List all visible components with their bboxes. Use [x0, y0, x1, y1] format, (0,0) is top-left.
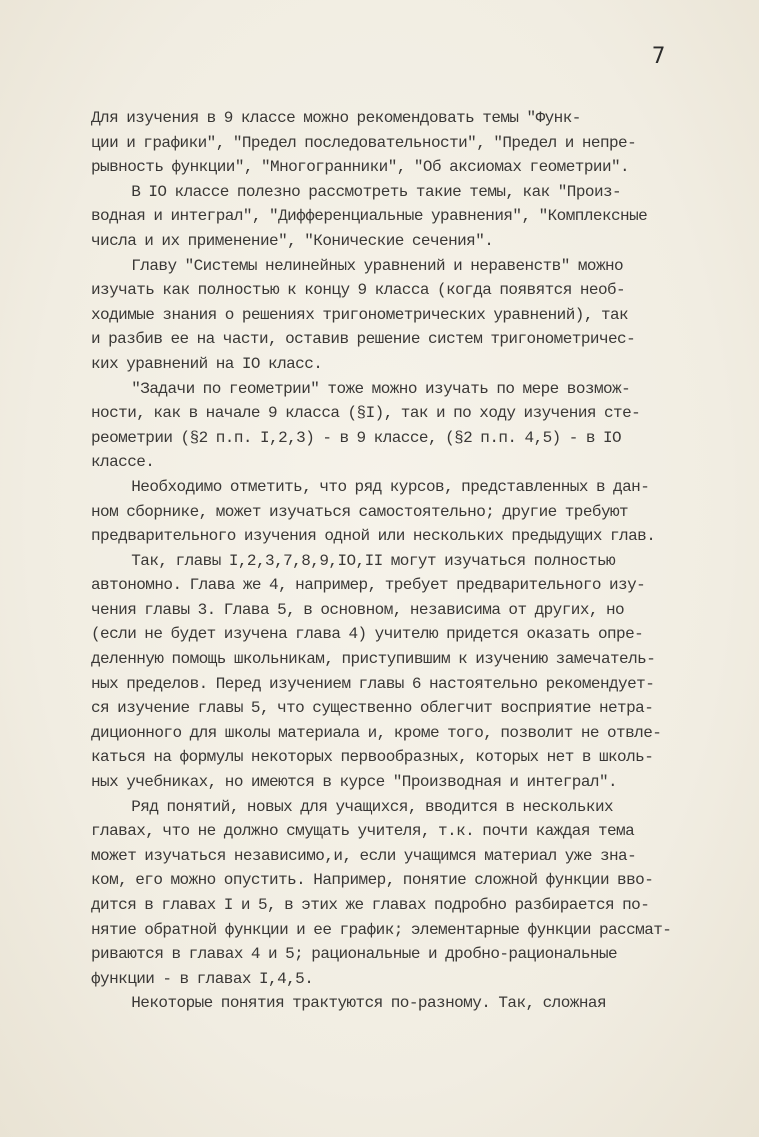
text-line: ких уравнений на IO класс.: [91, 354, 323, 373]
text-line: Ряд понятий, новых для учащихся, вводится в нескольких: [91, 797, 614, 816]
text-line: Для изучения в 9 классе можно рекомендовать темы "Функ-: [91, 109, 581, 127]
text-line: ции и графики", "Предел последовательности", "Предел и непре-: [91, 133, 637, 152]
text-line: водная и интеграл", "Дифференциальные уравнения", "Комплексные: [91, 207, 648, 226]
body-text: [91, 106, 691, 1016]
text-line: числа и их применение", "Конические сечения".: [91, 231, 494, 250]
text-line: деленную помощь школьникам, приступившим к изучению замечатель-: [91, 650, 656, 669]
text-line: Необходимо отметить, что ряд курсов, представленных в дан-: [91, 477, 650, 496]
text-line: ных пределов. Перед изучением главы 6 настоятельно рекомендует-: [91, 674, 655, 693]
page-number: 7: [652, 44, 666, 69]
text-line: (если не будет изучена глава 4) учителю придется оказать опре-: [91, 625, 644, 644]
text-line: реометрии (§2 п.п. I,2,3) - в 9 классе, (§2 п.п. 4,5) - в IO: [91, 428, 622, 447]
text-line: нятие обратной функции и ее график; элементарные функции рассмат-: [91, 920, 672, 939]
text-line: Главу "Системы нелинейных уравнений и неравенств" можно: [91, 256, 624, 275]
text-line: диционного для школы материала и, кроме того, позволит не отвле-: [91, 723, 662, 742]
text-line: ся изучение главы 5, что существенно облегчит восприятие нетра-: [91, 699, 654, 718]
text-line: рывность функции", "Многогранники", "Об аксиомах геометрии".: [91, 158, 630, 177]
text-line: может изучаться независимо,и, если учащимся материал уже зна-: [91, 846, 637, 865]
text-line: ном сборнике, может изучаться самостоятельно; другие требуют: [91, 502, 629, 521]
text-line: риваются в главах 4 и 5; рациональные и дробно-рациональные: [91, 945, 618, 964]
text-line: предварительного изучения одной или нескольких предыдущих глав.: [91, 527, 656, 546]
text-line: дится в главах I и 5, в этих же главах подробно разбирается по-: [91, 896, 650, 914]
text-line: "Задачи по геометрии" тоже можно изучать по мере возмож-: [91, 379, 631, 398]
text-line: классе.: [91, 453, 155, 472]
text-line: главах, что не должно смущать учителя, т.к. почти каждая тема: [91, 822, 635, 841]
text-line: изучать как полностью к концу 9 класса (когда появятся необ-: [91, 281, 626, 300]
text-line: функции - в главах I,4,5.: [91, 969, 314, 988]
text-line: В IO классе полезно рассмотреть такие темы, как "Произ-: [91, 182, 622, 201]
text-line: Некоторые понятия трактуются по-разному. Так, сложная: [91, 994, 606, 1013]
text-line: Так, главы I,2,3,7,8,9,IO,II могут изучаться полностью: [91, 551, 616, 570]
text-line: автономно. Глава же 4, например, требует предварительного изу-: [91, 576, 646, 595]
text-line: ных учебниках, но имеются в курсе "Производная и интеграл".: [91, 773, 618, 792]
text-line: и разбив ее на части, оставив решение систем тригонометричес-: [91, 330, 636, 349]
text-line: ком, его можно опустить. Например, понятие сложной функции вво-: [91, 871, 654, 890]
text-line: ходимые знания о решениях тригонометрических уравнений), так: [91, 305, 629, 324]
text-line: каться на формулы некоторых первообразных, которых нет в школь-: [91, 748, 654, 767]
text-line: ности, как в начале 9 класса (§I), так и по ходу изучения сте-: [91, 404, 641, 423]
text-line: чения главы 3. Глава 5, в основном, независима от других, но: [91, 600, 625, 619]
